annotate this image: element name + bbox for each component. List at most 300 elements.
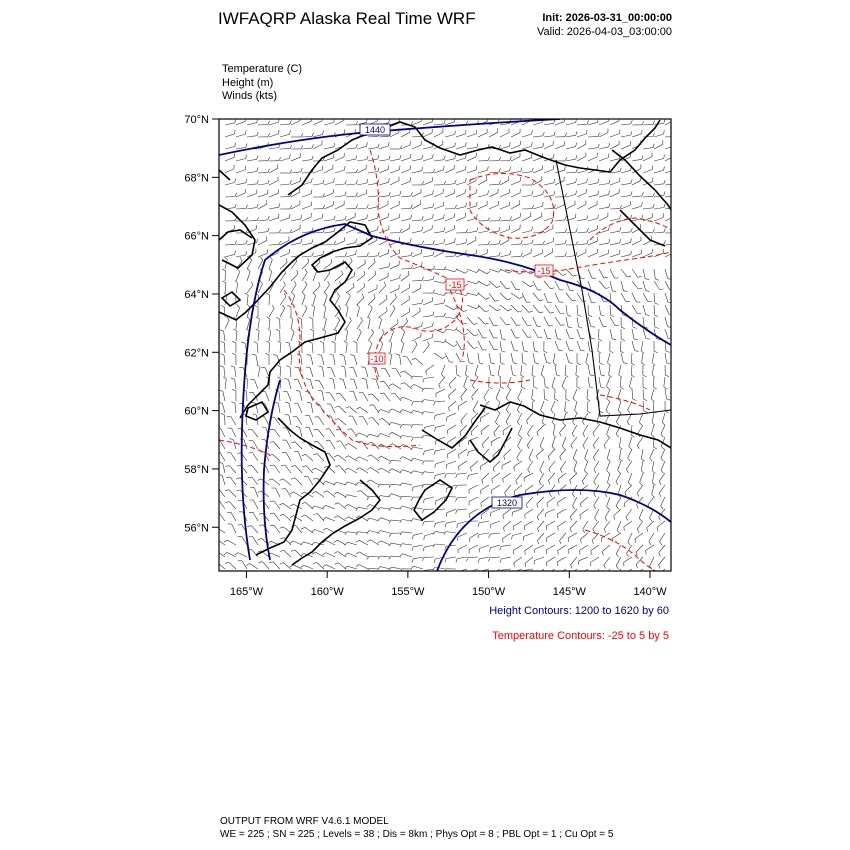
wind-barb <box>258 240 267 245</box>
wind-barb-flag <box>290 154 291 158</box>
wind-barb <box>424 569 434 571</box>
wind-barb-flag <box>513 363 517 364</box>
wind-barb-flag <box>400 397 403 400</box>
wind-barb-flag <box>499 227 500 231</box>
wind-barb <box>413 410 423 413</box>
wind-barb <box>456 293 466 296</box>
wind-barb <box>659 485 665 493</box>
wind-barb <box>291 243 301 245</box>
wind-barb <box>527 413 534 421</box>
wind-barb <box>380 531 390 533</box>
wind-barb-flag <box>323 505 326 508</box>
wind-barb <box>523 569 533 571</box>
wind-barb-flag <box>560 433 562 437</box>
wind-barb <box>289 403 291 413</box>
wind-barb-flag <box>302 502 306 503</box>
wind-barb <box>236 134 246 137</box>
wind-barb-flag <box>281 465 285 466</box>
wind-barb-flag <box>664 155 665 159</box>
wind-barb <box>467 293 477 295</box>
wind-barb <box>363 393 368 402</box>
wind-barb <box>348 504 357 509</box>
wind-barb <box>566 305 567 315</box>
wind-barb-flag <box>411 192 413 196</box>
wind-barb-flag <box>659 565 661 569</box>
wind-barb <box>324 285 330 293</box>
wind-barb <box>370 540 379 545</box>
wind-barb-flag <box>345 216 346 220</box>
wind-barb <box>390 205 399 209</box>
wind-barb-flag <box>580 338 584 339</box>
wind-barb-flag <box>549 493 551 497</box>
wind-barb <box>511 217 520 221</box>
wind-barb <box>254 500 259 509</box>
wind-barb <box>295 466 302 473</box>
wind-barb <box>423 158 433 161</box>
wind-barb-flag <box>320 341 324 343</box>
wind-barb-flag <box>356 144 358 148</box>
wind-barb <box>403 506 413 509</box>
wind-barb-flag <box>620 227 621 231</box>
wind-barb-flag <box>339 305 341 309</box>
wind-barb <box>379 277 388 281</box>
wind-barb-flag <box>537 456 538 460</box>
wind-barb <box>607 461 610 470</box>
wind-barb <box>423 207 433 209</box>
wind-barb-flag <box>221 305 225 307</box>
wind-barb <box>573 449 577 458</box>
wind-barb <box>402 483 412 485</box>
wind-barb-flag <box>342 271 343 275</box>
wind-barb <box>599 194 609 197</box>
wind-barb <box>225 147 235 150</box>
wind-barb <box>269 271 272 281</box>
wind-barb <box>269 148 279 150</box>
wind-barb-flag <box>554 132 555 136</box>
wind-barb-flag <box>247 526 251 527</box>
wind-barb <box>426 365 434 371</box>
wind-barb <box>306 454 313 461</box>
wind-barb-flag <box>629 387 632 390</box>
wind-barb-flag <box>444 313 446 317</box>
wind-barb <box>577 144 586 149</box>
wind-barb <box>220 428 225 437</box>
wind-barb-flag <box>270 429 274 430</box>
wind-barb-flag <box>659 481 661 485</box>
wind-barb-flag <box>617 530 620 533</box>
wind-barb <box>362 441 368 449</box>
wind-barb-flag <box>505 493 507 497</box>
wind-barb <box>577 205 586 210</box>
wind-barb-flag <box>301 565 304 568</box>
wind-barb <box>478 170 488 173</box>
wind-barb <box>468 557 478 558</box>
wind-barb-flag <box>616 482 618 485</box>
wind-barb <box>511 229 520 233</box>
wind-barb <box>599 365 601 375</box>
wind-barb <box>632 159 642 161</box>
wind-barb <box>467 170 476 173</box>
wind-barb-flag <box>558 503 559 507</box>
wind-barb <box>379 311 387 317</box>
wind-barb-flag <box>532 227 533 231</box>
wind-barb <box>569 569 577 575</box>
wind-barb <box>324 123 334 126</box>
wind-barb-flag <box>506 398 508 401</box>
wind-barb <box>309 428 313 437</box>
wind-barb-flag <box>400 191 401 195</box>
wind-barb-flag <box>664 240 665 244</box>
wind-barb-flag <box>569 363 573 364</box>
wind-barb <box>379 136 389 137</box>
wind-barb-flag <box>287 305 291 307</box>
wind-barb <box>324 307 326 317</box>
wind-barb <box>501 557 511 559</box>
wind-barb-flag <box>231 378 235 379</box>
wind-barb-flag <box>398 319 399 323</box>
wind-barb-flag <box>412 358 416 360</box>
wind-barb <box>518 437 522 446</box>
wind-barb <box>358 507 368 509</box>
wind-barb <box>588 205 597 209</box>
wind-barb-flag <box>609 226 610 230</box>
wind-barb-flag <box>257 204 258 208</box>
wind-barb-flag <box>323 180 324 184</box>
wind-barb-flag <box>465 166 466 170</box>
wind-barb <box>357 169 366 173</box>
wind-barb-flag <box>568 327 572 328</box>
wind-barb <box>661 425 665 434</box>
wind-barb-flag <box>279 214 280 218</box>
wind-barb-flag <box>645 279 649 280</box>
wind-barb-flag <box>598 351 601 353</box>
wind-barb <box>413 376 423 377</box>
wind-barb-flag <box>478 559 479 563</box>
wind-barb <box>302 319 303 329</box>
wind-barb <box>401 343 404 353</box>
wind-barb-flag <box>562 386 565 389</box>
wind-barb <box>501 545 511 546</box>
wind-barb <box>514 545 523 550</box>
wind-barb <box>610 329 612 339</box>
wind-barb <box>379 299 387 305</box>
wind-barb-flag <box>232 389 236 391</box>
wind-barb-flag <box>657 527 658 531</box>
wind-barb <box>225 197 235 198</box>
wind-barb-flag <box>374 294 375 298</box>
wind-barb <box>665 317 668 327</box>
wind-barb <box>396 369 401 378</box>
wind-barb <box>435 531 445 533</box>
wind-barb-flag <box>314 514 318 515</box>
wind-barb-flag <box>345 482 348 485</box>
wind-barb-flag <box>260 281 262 284</box>
wind-barb-flag <box>322 329 325 331</box>
wind-barb <box>490 557 500 558</box>
wind-barb <box>313 295 316 305</box>
wind-barb-flag <box>330 354 334 355</box>
wind-barb <box>574 461 577 471</box>
wind-barb-flag <box>335 563 339 565</box>
wind-barb <box>522 305 529 312</box>
wind-barb-flag <box>565 252 567 256</box>
wind-barb <box>500 269 509 273</box>
wind-barb <box>434 253 443 257</box>
wind-barb-flag <box>565 166 566 170</box>
wind-barb <box>599 353 600 363</box>
wind-barb-flag <box>308 258 309 262</box>
wind-barb <box>522 134 532 137</box>
wind-barb <box>368 183 378 185</box>
wind-barb-flag <box>367 480 370 482</box>
wind-barb-flag <box>389 192 390 196</box>
wind-barb <box>289 343 291 353</box>
wind-barb-flag <box>474 323 478 324</box>
wind-barb <box>482 473 489 480</box>
wind-barb <box>616 497 621 506</box>
wind-barb <box>401 256 411 257</box>
wind-barb <box>300 391 302 401</box>
wind-barb-flag <box>225 466 229 467</box>
wind-barb <box>599 243 609 245</box>
wind-barb <box>555 145 564 149</box>
wind-barb <box>533 329 538 338</box>
wind-barb-flag <box>580 503 581 507</box>
wind-barb-flag <box>517 325 521 326</box>
wind-barb-flag <box>389 263 390 267</box>
wind-barb <box>533 216 542 221</box>
wind-barb-flag <box>378 456 381 458</box>
wind-barb <box>347 532 357 533</box>
wind-barb-flag <box>583 446 585 449</box>
wind-barb <box>390 218 399 222</box>
wind-barb-flag <box>675 180 676 184</box>
wind-barb-flag <box>518 434 521 437</box>
wind-barb <box>472 389 478 397</box>
wind-barb <box>594 461 599 470</box>
wind-barb-flag <box>412 402 414 406</box>
wind-barb <box>247 123 257 125</box>
wind-barb-flag <box>576 143 577 147</box>
wind-barb-flag <box>493 468 494 472</box>
wind-barb-flag <box>449 408 450 412</box>
wind-barb <box>570 521 577 528</box>
wind-barb <box>577 253 586 258</box>
wind-barb-flag <box>675 240 676 244</box>
wind-barb <box>632 269 638 277</box>
wind-barb <box>236 193 245 197</box>
wind-barb-flag <box>552 447 555 450</box>
wind-barb-flag <box>237 305 240 308</box>
wind-barb <box>513 509 523 512</box>
wind-barb <box>423 326 433 329</box>
wind-barb <box>225 134 235 137</box>
wind-barb <box>481 425 489 431</box>
wind-barb-flag <box>481 431 482 435</box>
lon-tick-label: 165°W <box>229 586 264 598</box>
wind-barb <box>250 564 258 570</box>
wind-barb <box>269 218 279 221</box>
wind-barb-flag <box>378 252 379 256</box>
wind-barb-flag <box>248 465 252 466</box>
wind-barb-flag <box>315 417 319 418</box>
wind-barb-flag <box>521 375 524 377</box>
wind-barb <box>371 455 379 461</box>
wind-barb-flag <box>370 305 373 308</box>
wind-barb <box>489 365 491 375</box>
wind-barb <box>326 505 335 509</box>
wind-barb <box>227 552 236 557</box>
wind-barb-flag <box>455 180 456 184</box>
wind-barb <box>456 146 466 149</box>
wind-barb <box>368 344 372 353</box>
wind-barb <box>643 401 644 411</box>
wind-barb-flag <box>499 217 501 221</box>
wind-barb-flag <box>652 363 655 366</box>
wind-barb-flag <box>521 168 522 172</box>
wind-barb <box>402 496 412 497</box>
wind-barb-flag <box>541 375 544 378</box>
wind-barb-flag <box>510 251 511 255</box>
wind-barb <box>665 293 668 303</box>
wind-barb <box>368 256 378 257</box>
wind-barb-flag <box>655 279 659 280</box>
wind-barb-flag <box>459 443 460 447</box>
wind-barb <box>665 389 667 399</box>
wind-barb-flag <box>359 329 361 332</box>
wind-barb-flag <box>214 563 218 565</box>
wind-barb-flag <box>654 351 658 353</box>
wind-barb <box>223 463 225 473</box>
wind-barb <box>458 521 468 524</box>
wind-barb <box>366 379 368 389</box>
wind-barb <box>558 521 566 527</box>
wind-barb <box>298 452 302 461</box>
wind-barb <box>489 256 499 257</box>
wind-barb <box>577 244 587 245</box>
wind-barb-flag <box>464 333 468 335</box>
wind-barb-flag <box>307 402 311 403</box>
wind-barb <box>588 219 598 222</box>
plot-frame <box>219 119 671 571</box>
wind-barb <box>424 521 434 522</box>
wind-barb-flag <box>372 367 376 368</box>
wind-barb <box>380 508 390 509</box>
wind-barb-flag <box>607 434 610 437</box>
wind-barb <box>500 146 510 149</box>
wind-barb-flag <box>569 350 573 351</box>
wind-barb <box>643 217 652 221</box>
wind-barb <box>247 171 257 173</box>
wind-barb-flag <box>380 381 384 382</box>
wind-barb <box>379 240 388 245</box>
wind-barb <box>511 293 519 299</box>
wind-barb-flag <box>279 229 281 233</box>
wind-barb <box>651 389 654 399</box>
wind-barb <box>654 281 659 289</box>
wind-barb-flag <box>220 354 224 355</box>
wind-barb <box>610 243 620 245</box>
wind-barb <box>480 413 489 418</box>
wind-barb-flag <box>226 477 230 478</box>
wind-barb <box>326 565 335 569</box>
wind-barb <box>649 533 654 542</box>
wind-barb <box>302 272 307 281</box>
wind-barb-flag <box>334 216 335 220</box>
wind-barb-flag <box>537 432 538 436</box>
wind-barb <box>562 437 566 446</box>
wind-barb-flag <box>639 422 642 425</box>
wind-barb <box>449 389 457 396</box>
wind-barb-flag <box>500 546 501 550</box>
wind-barb <box>522 244 532 246</box>
wind-barb-flag <box>594 494 596 497</box>
wind-barb <box>357 219 367 221</box>
wind-barb <box>357 160 367 162</box>
wind-barb-flag <box>356 507 358 510</box>
wind-barb <box>618 461 621 470</box>
wind-barb <box>470 533 479 538</box>
wind-barb-flag <box>489 387 493 389</box>
wind-barb <box>265 464 269 473</box>
wind-barb-flag <box>593 529 595 533</box>
wind-barb-flag <box>246 251 247 255</box>
wind-barb <box>566 147 576 149</box>
wind-barb-flag <box>301 492 304 494</box>
wind-barb <box>225 379 226 389</box>
wind-barb <box>368 240 377 245</box>
wind-barb-flag <box>652 375 655 378</box>
wind-barb-flag <box>313 562 317 564</box>
wind-barb <box>247 184 257 185</box>
wind-barb-flag <box>590 387 594 388</box>
wind-barb <box>566 182 576 185</box>
wind-barb <box>599 230 609 233</box>
wind-barb <box>503 473 511 479</box>
wind-barb <box>370 518 380 521</box>
wind-barb-flag <box>434 559 435 563</box>
wind-barb-flag <box>422 181 424 185</box>
wind-barb <box>290 367 291 377</box>
wind-barb-flag <box>301 239 302 243</box>
wind-barb <box>225 271 226 281</box>
wind-barb <box>500 341 502 351</box>
wind-barb <box>560 449 566 457</box>
wind-barb <box>469 497 478 502</box>
wind-barb-flag <box>527 445 529 449</box>
wind-barb <box>390 181 399 185</box>
wind-barb <box>555 365 557 375</box>
wind-barb <box>662 413 665 423</box>
wind-barb-flag <box>594 482 596 485</box>
wind-barb <box>258 319 259 329</box>
wind-barb-flag <box>284 379 288 380</box>
wind-barb-flag <box>638 277 642 278</box>
wind-barb <box>643 269 645 279</box>
wind-barb-flag <box>543 241 545 245</box>
wind-barb <box>296 525 303 533</box>
wind-barb <box>484 389 489 398</box>
wind-barb <box>544 305 550 313</box>
wind-barb <box>489 317 494 326</box>
wind-barb <box>555 244 565 245</box>
wind-barb <box>560 461 566 469</box>
wind-barb <box>560 425 567 433</box>
wind-barb-flag <box>570 480 571 484</box>
wind-barb-flag <box>661 446 664 449</box>
wind-barb <box>553 425 555 435</box>
wind-barb <box>533 206 543 209</box>
